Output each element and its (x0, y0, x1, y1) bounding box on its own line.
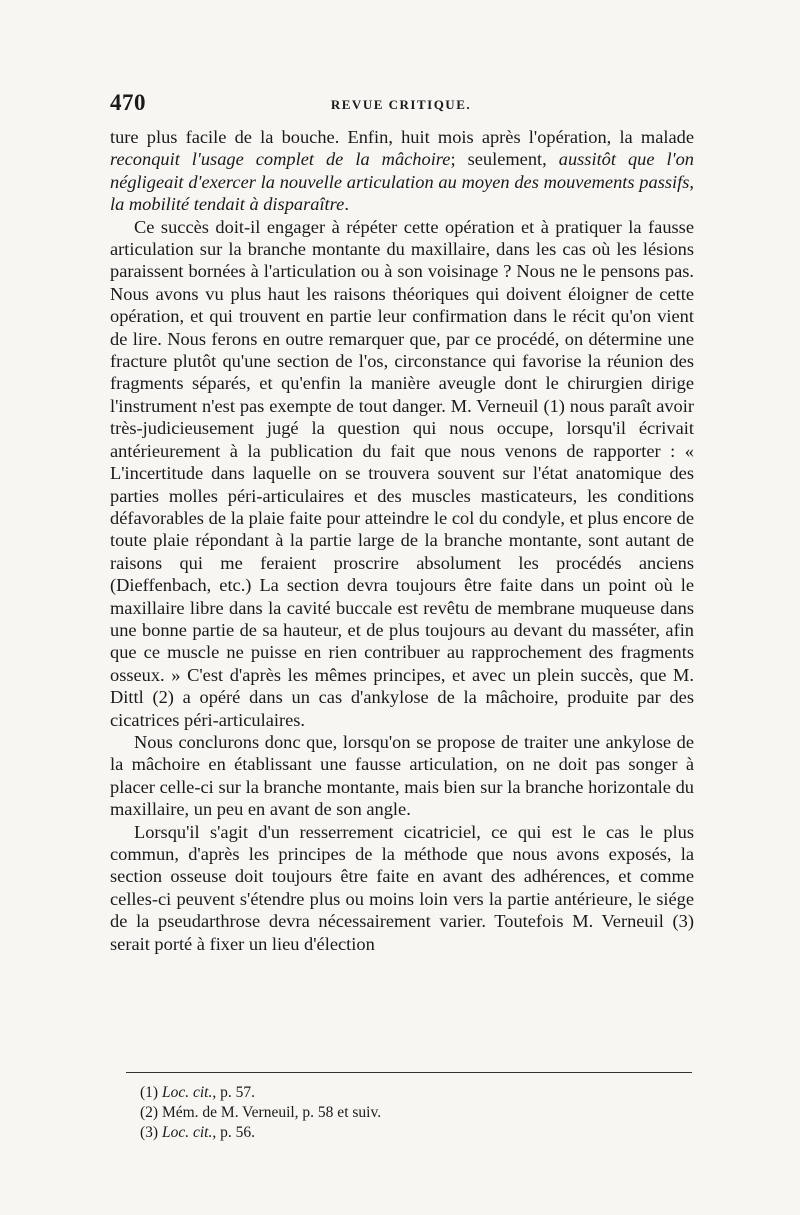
paragraph-1-italic-b: aussitôt que l'on négligeait d'exercer la nouvelle articulation au moyen des mouvements passifs (110, 149, 694, 192)
footnote-2-text: Mém. de M. Verneuil, p. 58 et suiv. (161, 1104, 382, 1121)
page-number: 470 (110, 90, 146, 115)
footnotes (140, 1083, 680, 1143)
paragraph-2: Ce succès doit-il engager à répéter cette opération et à pratiquer la fausse articulation sur la branche montante du maxillaire, dans les cas où les lésions paraissent bornées à l'articulation ou à son voisinage ? Nous ne le pensons pas. Nous avons vu plus haut les raisons théoriques qui doivent éloigner de cette opération, et qui trouvent en partie leur confirmation dans le récit qu'on vient de lire. Nous ferons en outre remarquer que, par ce procédé, on détermine une fracture plutôt qu'une section de l'os, circonstance qui favorise la réunion des fragments séparés, et qu'enfin la manière aveugle dont le chirurgien dirige l'instrument n'est pas exempte de tout danger. M. Verneuil (1) nous paraît avoir très-judicieusement jugé la question qui nous occupe, lorsqu'il écrivait antérieurement à la publication du fait que nous venons de rapporter : « L'incertitude dans laquelle on se trouvera souvent sur l'état anatomique des parties molles péri-articulaires et des muscles masticateurs, les conditions défavorables de la plaie faite pour atteindre le col du condyle, et plus encore de toute plaie répondant à la partie large de la branche montante, sont autant de raisons qui me feraient proscrire absolument les procédés anciens (Dieffenbach, etc.) La section devra toujours être faite dans un point où le maxillaire libre dans la cavité buccale est revêtu de membrane muqueuse dans une bonne partie de sa hauteur, et de plus toujours au devant du masséter, afin que ce muscle ne puisse en rien contribuer au rapprochement des fragments osseux. » C'est d'après les mêmes principes, et avec un plein succès, que M. Dittl (2) a opéré dans un cas d'ankylose de la mâchoire, produite par des cicatrices péri-articulaires. (110, 216, 694, 730)
running-head: REVUE CRITIQUE. (330, 97, 472, 112)
paragraph-1-text-b: ; seulement, (450, 149, 559, 170)
footnote-3-ref: Loc. cit. (161, 1124, 213, 1141)
paragraph-continuation (110, 126, 694, 216)
footnote-3-text: , p. 56. (212, 1124, 255, 1141)
footnote-3 (140, 1123, 680, 1143)
footnote-2-number: (2) (140, 1104, 159, 1121)
footnote-1-text: , p. 57. (212, 1084, 255, 1101)
page-header (110, 90, 692, 120)
footnote-rule (126, 1072, 692, 1073)
paragraph-1-text-a: ture plus facile de la bouche. Enfin, huit mois après l'opération, la malade (110, 127, 694, 147)
footnote-1-number: (1) (140, 1084, 159, 1101)
paragraph-3: Nous conclurons donc que, lorsqu'on se propose de traiter une ankylose de la mâchoire en établissant une fausse articulation, on ne doit pas songer à placer celle-ci sur la branche montante, mais bien sur la branche horizontale du maxillaire, un peu en avant de son angle. (110, 731, 694, 820)
footnote-1-ref: Loc. cit. (161, 1084, 213, 1101)
paragraph-4: Lorsqu'il s'agit d'un resserrement cicatriciel, ce qui est le cas le plus commun, d'après les principes de la méthode que nous avons exposés, la section osseuse doit toujours être faite en avant des adhérences, et comme celles-ci peuvent s'étendre plus ou moins loin vers la partie antérieure, le siége de la pseudarthrose devra nécessairement varier. Toutefois M. Verneuil (3) serait porté à fixer un lieu d'élection (110, 821, 694, 954)
paragraph-1-italic-c: la mobilité tendait à disparaître (110, 194, 345, 215)
paragraph-1-text-d: . (344, 194, 349, 215)
body-text (110, 126, 694, 955)
paragraph-1-italic-a: reconquit l'usage complet de la mâchoire (110, 149, 451, 170)
paragraph-1-text-c: , (689, 171, 694, 192)
footnote-1 (140, 1083, 680, 1103)
footnote-3-number: (3) (140, 1124, 159, 1141)
footnote-2 (140, 1103, 680, 1123)
